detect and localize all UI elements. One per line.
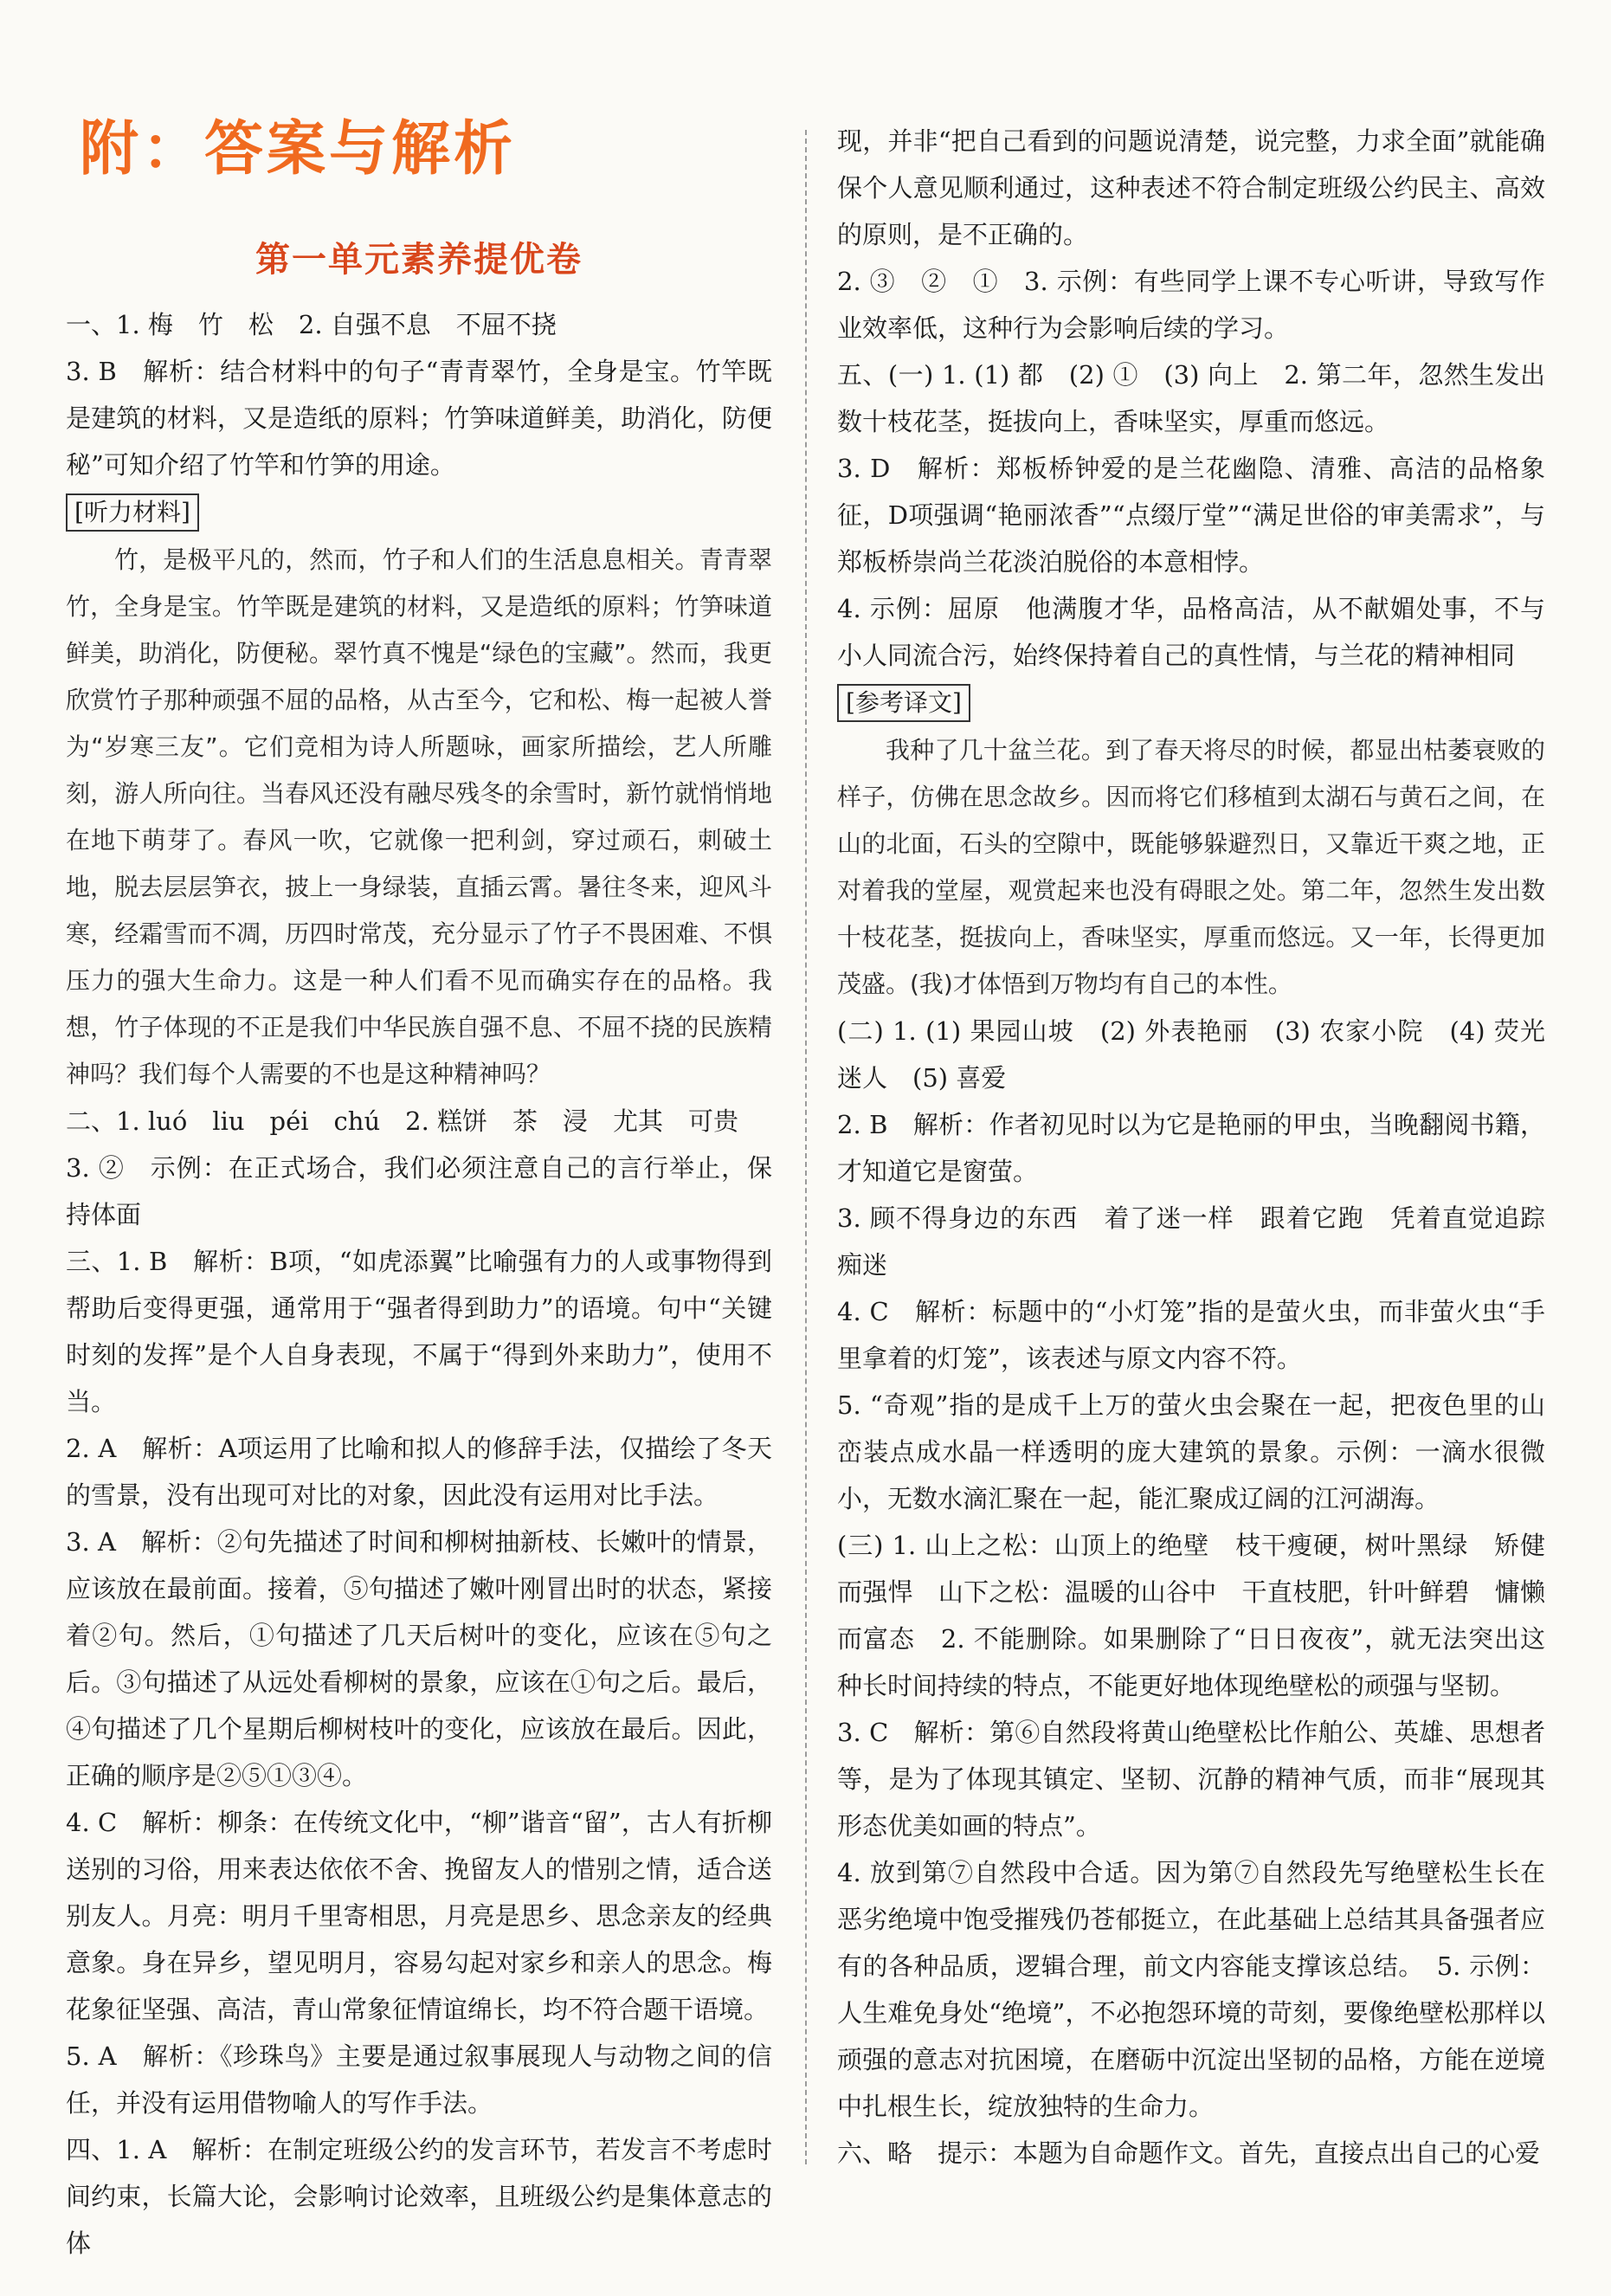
- answer-paragraph: 二、1. luó liu péi chú 2. 糕饼 茶 浸 尤其 可贵: [66, 1106, 739, 1136]
- answer-paragraph: 3. A 解析：②句先描述了时间和柳树抽新枝、长嫩叶的情景，应该放在最前面。接着，⑤句描述了嫩叶刚冒出时的状态，紧接着②句。然后，①句描述了几天后树叶的变化，应该在⑤句之后。③句描述了从远处看柳树的景象，应该在①句之后。最后，④句描述了几个星期后柳树枝叶的变化，应该放在最后。因此，正确的顺序是②⑤①③④。: [66, 1527, 772, 1790]
- right-column: [837, 118, 1571, 2177]
- answer-paragraph: 五、(一) 1. (1) 都 (2) ① (3) 向上 2. 第二年，忽然生发出数十枝花茎，挺拔向上，香味坚实，厚重而悠远。: [837, 360, 1545, 436]
- listening-material-text: 竹，是极平凡的，然而，竹子和人们的生活息息相关。青青翠竹，全身是宝。竹竿既是建筑的材料，又是造纸的原料；竹笋味道鲜美，助消化，防便秘。翠竹真不愧是“绿色的宝藏”。然而，我更欣赏竹子那种顽强不屈的品格，从古至今，它和松、梅一起被人誉为“岁寒三友”。它们竞相为诗人所题咏，画家所描绘，艺人所雕刻，游人所向往。当春风还没有融尽残冬的余雪时，新竹就悄悄地在地下萌芽了。春风一吹，它就像一把利剑，穿过顽石，刺破土地，脱去层层笋衣，披上一身绿装，直插云霄。暑往冬来，迎风斗寒，经霜雪而不凋，历四时常茂，充分显示了竹子不畏困难、不惧压力的强大生命力。这是一种人们看不见而确实存在的品格。我想，竹子体现的不正是我们中华民族自强不息、不屈不挠的民族精神吗？我们每个人需要的不也是这种精神吗？: [66, 545, 772, 1088]
- answer-paragraph: 3. B 解析：结合材料中的句子“青青翠竹，全身是宝。竹竿既是建筑的材料，又是造纸的原料；竹笋味道鲜美，助消化，防便秘”可知介绍了竹竿和竹笋的用途。: [66, 357, 772, 480]
- answer-paragraph: 2. ③ ② ① 3. 示例：有些同学上课不专心听讲，导致写作业效率低，这种行为会影响后续的学习。: [837, 267, 1545, 343]
- column-divider: [805, 130, 807, 2164]
- answer-paragraph: 3. ② 示例：在正式场合，我们必须注意自己的言行举止，保持体面: [66, 1153, 772, 1229]
- answer-paragraph: 5. A 解析：《珍珠鸟》主要是通过叙事展现人与动物之间的信任，并没有运用借物喻人的写作手法。: [66, 2041, 772, 2118]
- answer-paragraph: (二) 1. (1) 果园山坡 (2) 外表艳丽 (3) 农家小院 (4) 荧光迷人 (5) 喜爱: [837, 1016, 1545, 1093]
- answer-paragraph: 2. A 解析：A项运用了比喻和拟人的修辞手法，仅描绘了冬天的雪景，没有出现可对比的对象，因此没有运用对比手法。: [66, 1434, 772, 1510]
- answer-paragraph: 2. B 解析：作者初见时以为它是艳丽的甲虫，当晚翻阅书籍，才知道它是窗萤。: [837, 1110, 1545, 1186]
- answer-paragraph: 六、略 提示：本题为自命题作文。首先，直接点出自己的心爱: [837, 2138, 1541, 2168]
- answer-paragraph: 一、1. 梅 竹 松 2. 自强不息 不屈不挠: [66, 310, 557, 339]
- answer-paragraph: 4. C 解析：标题中的“小灯笼”指的是萤火虫，而非萤火虫“手里拿着的灯笼”，该表述与原文内容不符。: [837, 1297, 1545, 1373]
- reference-translation-tag: [参考译文]: [837, 684, 970, 722]
- answer-paragraph: 4. 示例：屈原 他满腹才华，品格高洁，从不献媚处事，不与小人同流合污，始终保持着自己的真性情，与兰花的精神相同: [837, 594, 1545, 670]
- answer-paragraph: 三、1. B 解析：B项，“如虎添翼”比喻强有力的人或事物得到帮助后变得更强，通常用于“强者得到助力”的语境。句中“关键时刻的发挥”是个人自身表现，不属于“得到外来助力”，使用不当。: [66, 1247, 772, 1416]
- answer-paragraph: 4. C 解析：柳条：在传统文化中，“柳”谐音“留”，古人有折柳送别的习俗，用来表达依依不舍、挽留友人的惜别之情，适合送别友人。月亮：明月千里寄相思，月亮是思乡、思念亲友的经典意象。身在异乡，望见明月，容易勾起对家乡和亲人的思念。梅花象征坚强、高洁，青山常象征情谊绵长，均不符合题干语境。: [66, 1808, 772, 2024]
- answer-paragraph: 现，并非“把自己看到的问题说清楚，说完整，力求全面”就能确保个人意见顺利通过，这种表述不符合制定班级公约民主、高效的原则，是不正确的。: [837, 126, 1545, 249]
- reference-translation-text: 我种了几十盆兰花。到了春天将尽的时候，都显出枯萎衰败的样子，仿佛在思念故乡。因而将它们移植到太湖石与黄石之间，在山的北面，石头的空隙中，既能够躲避烈日，又靠近干爽之地，正对着我的堂屋，观赏起来也没有碍眼之处。第二年，忽然生发出数十枝花茎，挺拔向上，香味坚实，厚重而悠远。又一年，长得更加茂盛。(我)才体悟到万物均有自己的本性。: [837, 736, 1545, 998]
- answer-paragraph: 3. 顾不得身边的东西 着了迷一样 跟着它跑 凭着直觉追踪 痴迷: [837, 1203, 1571, 1280]
- page-title: 附：答案与解析: [80, 115, 517, 184]
- answer-paragraph: (三) 1. 山上之松：山顶上的绝壁 枝干瘦硬，树叶黑绿 矫健而强悍 山下之松：温暖的山谷中 干直枝肥，针叶鲜碧 慵懒而富态 2. 不能删除。如果删除了“日日夜夜”，就无法突出这种长时间持续的特点，不能更好地体现绝壁松的顽强与坚韧。: [837, 1531, 1545, 1700]
- answer-paragraph: 四、1. A 解析：在制定班级公约的发言环节，若发言不考虑时间约束，长篇大论，会影响讨论效率，且班级公约是集体意志的体: [66, 2135, 772, 2258]
- answer-paragraph: 3. C 解析：第⑥自然段将黄山绝壁松比作舶公、英雄、思想者等，是为了体现其镇定、坚韧、沉静的精神气质，而非“展现其形态优美如画的特点”。: [837, 1718, 1545, 1841]
- answer-paragraph: 3. D 解析：郑板桥钟爱的是兰花幽隐、清雅、高洁的品格象征，D项强调“艳丽浓香”“点缀厅堂”“满足世俗的审美需求”，与郑板桥崇尚兰花淡泊脱俗的本意相悖。: [837, 454, 1545, 577]
- answer-paragraph: 5. “奇观”指的是成千上万的萤火虫会聚在一起，把夜色里的山峦装点成水晶一样透明的庞大建筑的景象。示例：一滴水很微小，无数水滴汇聚在一起，能汇聚成辽阔的江河湖海。: [837, 1390, 1545, 1513]
- listening-material-tag: [听力材料]: [66, 493, 199, 532]
- left-column: [66, 301, 772, 2267]
- answer-paragraph: 4. 放到第⑦自然段中合适。因为第⑦自然段先写绝壁松生长在恶劣绝境中饱受摧残仍苍郁挺立，在此基础上总结其具备强者应有的各种品质，逻辑合理，前文内容能支撑该总结。 5. 示例：人生难免身处“绝境”，不必抱怨环境的苛刻，要像绝壁松那样以顽强的意志对抗困境，在磨砺中沉淀出坚韧的品格，方能在逆境中扎根生长，绽放独特的生命力。: [837, 1858, 1545, 2121]
- section-title: 第一单元素养提优卷: [255, 240, 583, 280]
